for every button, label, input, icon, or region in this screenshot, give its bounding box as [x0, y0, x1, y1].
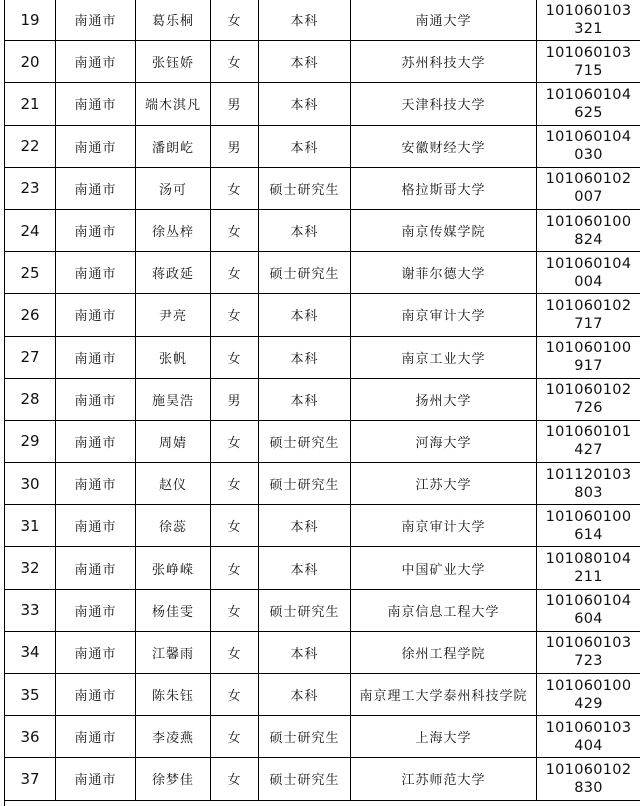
city-cell: 南通市 — [56, 83, 136, 125]
exam-id-line2: 723 — [537, 652, 640, 670]
degree-cell: 本科 — [259, 41, 351, 83]
table-row — [5, 547, 640, 589]
table-row — [5, 505, 640, 547]
city-cell: 南通市 — [56, 505, 136, 547]
exam-id-line1: 101060100 — [537, 339, 640, 357]
city-cell: 南通市 — [56, 252, 136, 294]
exam-id-line1: 101080104 — [537, 550, 640, 568]
table-row — [5, 83, 640, 125]
city-cell: 南通市 — [56, 420, 136, 462]
exam-id-line1: 101060100 — [537, 677, 640, 695]
degree-cell: 本科 — [259, 294, 351, 336]
row-number: 34 — [5, 631, 56, 673]
exam-id-line2: 007 — [537, 188, 640, 206]
exam-id-line2: 404 — [537, 737, 640, 755]
city-cell: 南通市 — [56, 547, 136, 589]
city-cell: 南通市 — [56, 209, 136, 251]
table-row — [5, 336, 640, 378]
gender-cell: 男 — [211, 378, 259, 420]
city-cell: 南通市 — [56, 167, 136, 209]
exam-id-line2: 604 — [537, 610, 640, 628]
school-cell: 格拉斯哥大学 — [351, 167, 537, 209]
name-cell: 张帆 — [136, 336, 211, 378]
city-cell: 南通市 — [56, 294, 136, 336]
row-number: 24 — [5, 209, 56, 251]
applicant-table — [4, 0, 640, 801]
next-row-edge — [4, 800, 640, 806]
name-cell: 徐蕊 — [136, 505, 211, 547]
name-cell: 李凌燕 — [136, 716, 211, 758]
name-cell: 杨佳雯 — [136, 589, 211, 631]
city-cell: 南通市 — [56, 674, 136, 716]
table-row — [5, 378, 640, 420]
row-number: 33 — [5, 589, 56, 631]
row-number: 30 — [5, 463, 56, 505]
city-cell: 南通市 — [56, 463, 136, 505]
exam-id-line2: 614 — [537, 526, 640, 544]
name-cell: 葛乐桐 — [136, 0, 211, 41]
school-cell: 中国矿业大学 — [351, 547, 537, 589]
school-cell: 江苏大学 — [351, 463, 537, 505]
exam-id-cell — [537, 420, 640, 462]
school-cell: 南京理工大学泰州科技学院 — [351, 674, 537, 716]
name-cell: 赵仪 — [136, 463, 211, 505]
gender-cell: 女 — [211, 589, 259, 631]
city-cell: 南通市 — [56, 378, 136, 420]
table-row — [5, 674, 640, 716]
degree-cell: 硕士研究生 — [259, 716, 351, 758]
name-cell: 徐梦佳 — [136, 758, 211, 800]
table-row — [5, 420, 640, 462]
exam-id-line1: 101060103 — [537, 44, 640, 62]
exam-id-line1: 101060104 — [537, 255, 640, 273]
school-cell: 南京工业大学 — [351, 336, 537, 378]
degree-cell: 本科 — [259, 0, 351, 41]
exam-id-line2: 211 — [537, 568, 640, 586]
exam-id-line2: 824 — [537, 231, 640, 249]
table-row — [5, 0, 640, 41]
row-number: 32 — [5, 547, 56, 589]
name-cell: 施昊浩 — [136, 378, 211, 420]
table-row — [5, 463, 640, 505]
name-cell: 徐丛梓 — [136, 209, 211, 251]
gender-cell: 男 — [211, 125, 259, 167]
exam-id-line2: 004 — [537, 273, 640, 291]
exam-id-line2: 726 — [537, 399, 640, 417]
name-cell: 端木淇凡 — [136, 83, 211, 125]
gender-cell: 女 — [211, 41, 259, 83]
exam-id-cell — [537, 589, 640, 631]
row-number: 26 — [5, 294, 56, 336]
exam-id-line2: 917 — [537, 357, 640, 375]
city-cell: 南通市 — [56, 631, 136, 673]
degree-cell: 本科 — [259, 125, 351, 167]
exam-id-line2: 715 — [537, 62, 640, 80]
name-cell: 蒋政延 — [136, 252, 211, 294]
exam-id-line1: 101060104 — [537, 86, 640, 104]
row-number: 20 — [5, 41, 56, 83]
name-cell: 张钰娇 — [136, 41, 211, 83]
exam-id-line1: 101060102 — [537, 761, 640, 779]
school-cell: 南京审计大学 — [351, 505, 537, 547]
school-cell: 南京审计大学 — [351, 294, 537, 336]
exam-id-line1: 101060102 — [537, 170, 640, 188]
exam-id-cell — [537, 167, 640, 209]
exam-id-line1: 101060100 — [537, 508, 640, 526]
exam-id-line1: 101060101 — [537, 423, 640, 441]
exam-id-cell — [537, 83, 640, 125]
table-row — [5, 167, 640, 209]
table-row — [5, 209, 640, 251]
exam-id-line2: 321 — [537, 20, 640, 38]
name-cell: 尹亮 — [136, 294, 211, 336]
exam-id-cell — [537, 547, 640, 589]
gender-cell: 女 — [211, 252, 259, 294]
city-cell: 南通市 — [56, 41, 136, 83]
name-cell: 周婧 — [136, 420, 211, 462]
degree-cell: 本科 — [259, 505, 351, 547]
exam-id-line1: 101060103 — [537, 2, 640, 20]
city-cell: 南通市 — [56, 589, 136, 631]
exam-id-line2: 030 — [537, 146, 640, 164]
exam-id-line1: 101120103 — [537, 466, 640, 484]
gender-cell: 女 — [211, 209, 259, 251]
school-cell: 上海大学 — [351, 716, 537, 758]
row-number: 36 — [5, 716, 56, 758]
table-row — [5, 716, 640, 758]
degree-cell: 本科 — [259, 336, 351, 378]
gender-cell: 女 — [211, 167, 259, 209]
degree-cell: 本科 — [259, 674, 351, 716]
name-cell: 江馨雨 — [136, 631, 211, 673]
exam-id-cell — [537, 378, 640, 420]
exam-id-line1: 101060102 — [537, 297, 640, 315]
exam-id-line1: 101060103 — [537, 719, 640, 737]
row-number: 22 — [5, 125, 56, 167]
exam-id-line2: 830 — [537, 779, 640, 797]
table-row — [5, 758, 640, 800]
gender-cell: 女 — [211, 547, 259, 589]
exam-id-line1: 101060100 — [537, 213, 640, 231]
exam-id-line1: 101060103 — [537, 634, 640, 652]
row-number: 27 — [5, 336, 56, 378]
exam-id-cell — [537, 758, 640, 800]
exam-id-line1: 101060102 — [537, 381, 640, 399]
degree-cell: 硕士研究生 — [259, 252, 351, 294]
table-body — [5, 0, 640, 800]
school-cell: 南京信息工程大学 — [351, 589, 537, 631]
row-number: 28 — [5, 378, 56, 420]
row-number: 25 — [5, 252, 56, 294]
exam-id-cell — [537, 716, 640, 758]
row-number: 23 — [5, 167, 56, 209]
name-cell: 张峥嵘 — [136, 547, 211, 589]
gender-cell: 女 — [211, 674, 259, 716]
gender-cell: 女 — [211, 294, 259, 336]
city-cell: 南通市 — [56, 125, 136, 167]
school-cell: 江苏师范大学 — [351, 758, 537, 800]
school-cell: 天津科技大学 — [351, 83, 537, 125]
exam-id-line2: 429 — [537, 695, 640, 713]
row-number: 19 — [5, 0, 56, 41]
table-row — [5, 294, 640, 336]
exam-id-cell — [537, 41, 640, 83]
exam-id-line1: 101060104 — [537, 128, 640, 146]
gender-cell: 女 — [211, 631, 259, 673]
table-row — [5, 631, 640, 673]
city-cell: 南通市 — [56, 0, 136, 41]
table-row — [5, 589, 640, 631]
exam-id-line2: 803 — [537, 484, 640, 502]
school-cell: 徐州工程学院 — [351, 631, 537, 673]
exam-id-cell — [537, 125, 640, 167]
gender-cell: 女 — [211, 758, 259, 800]
table-row — [5, 41, 640, 83]
degree-cell: 本科 — [259, 209, 351, 251]
degree-cell: 本科 — [259, 631, 351, 673]
school-cell: 扬州大学 — [351, 378, 537, 420]
gender-cell: 女 — [211, 0, 259, 41]
city-cell: 南通市 — [56, 758, 136, 800]
gender-cell: 女 — [211, 505, 259, 547]
exam-id-cell — [537, 336, 640, 378]
exam-id-line1: 101060104 — [537, 592, 640, 610]
exam-id-cell — [537, 294, 640, 336]
school-cell: 南京传媒学院 — [351, 209, 537, 251]
gender-cell: 女 — [211, 420, 259, 462]
school-cell: 苏州科技大学 — [351, 41, 537, 83]
gender-cell: 女 — [211, 336, 259, 378]
name-cell: 陈朱钰 — [136, 674, 211, 716]
name-cell: 汤可 — [136, 167, 211, 209]
degree-cell: 硕士研究生 — [259, 167, 351, 209]
degree-cell: 硕士研究生 — [259, 758, 351, 800]
city-cell: 南通市 — [56, 716, 136, 758]
degree-cell: 本科 — [259, 83, 351, 125]
exam-id-cell — [537, 209, 640, 251]
gender-cell: 女 — [211, 463, 259, 505]
exam-id-cell — [537, 674, 640, 716]
row-number: 21 — [5, 83, 56, 125]
degree-cell: 本科 — [259, 378, 351, 420]
exam-id-cell — [537, 505, 640, 547]
table-row — [5, 252, 640, 294]
row-number: 37 — [5, 758, 56, 800]
gender-cell: 女 — [211, 716, 259, 758]
exam-id-cell — [537, 252, 640, 294]
school-cell: 谢菲尔德大学 — [351, 252, 537, 294]
table-row — [5, 125, 640, 167]
degree-cell: 硕士研究生 — [259, 420, 351, 462]
degree-cell: 硕士研究生 — [259, 589, 351, 631]
city-cell: 南通市 — [56, 336, 136, 378]
exam-id-cell — [537, 463, 640, 505]
school-cell: 南通大学 — [351, 0, 537, 41]
exam-id-line2: 625 — [537, 104, 640, 122]
school-cell: 安徽财经大学 — [351, 125, 537, 167]
gender-cell: 男 — [211, 83, 259, 125]
name-cell: 潘朗屹 — [136, 125, 211, 167]
exam-id-cell — [537, 631, 640, 673]
degree-cell: 本科 — [259, 547, 351, 589]
exam-id-cell — [537, 0, 640, 41]
row-number: 35 — [5, 674, 56, 716]
row-number: 29 — [5, 420, 56, 462]
degree-cell: 硕士研究生 — [259, 463, 351, 505]
exam-id-line2: 427 — [537, 441, 640, 459]
exam-id-line2: 717 — [537, 315, 640, 333]
school-cell: 河海大学 — [351, 420, 537, 462]
row-number: 31 — [5, 505, 56, 547]
